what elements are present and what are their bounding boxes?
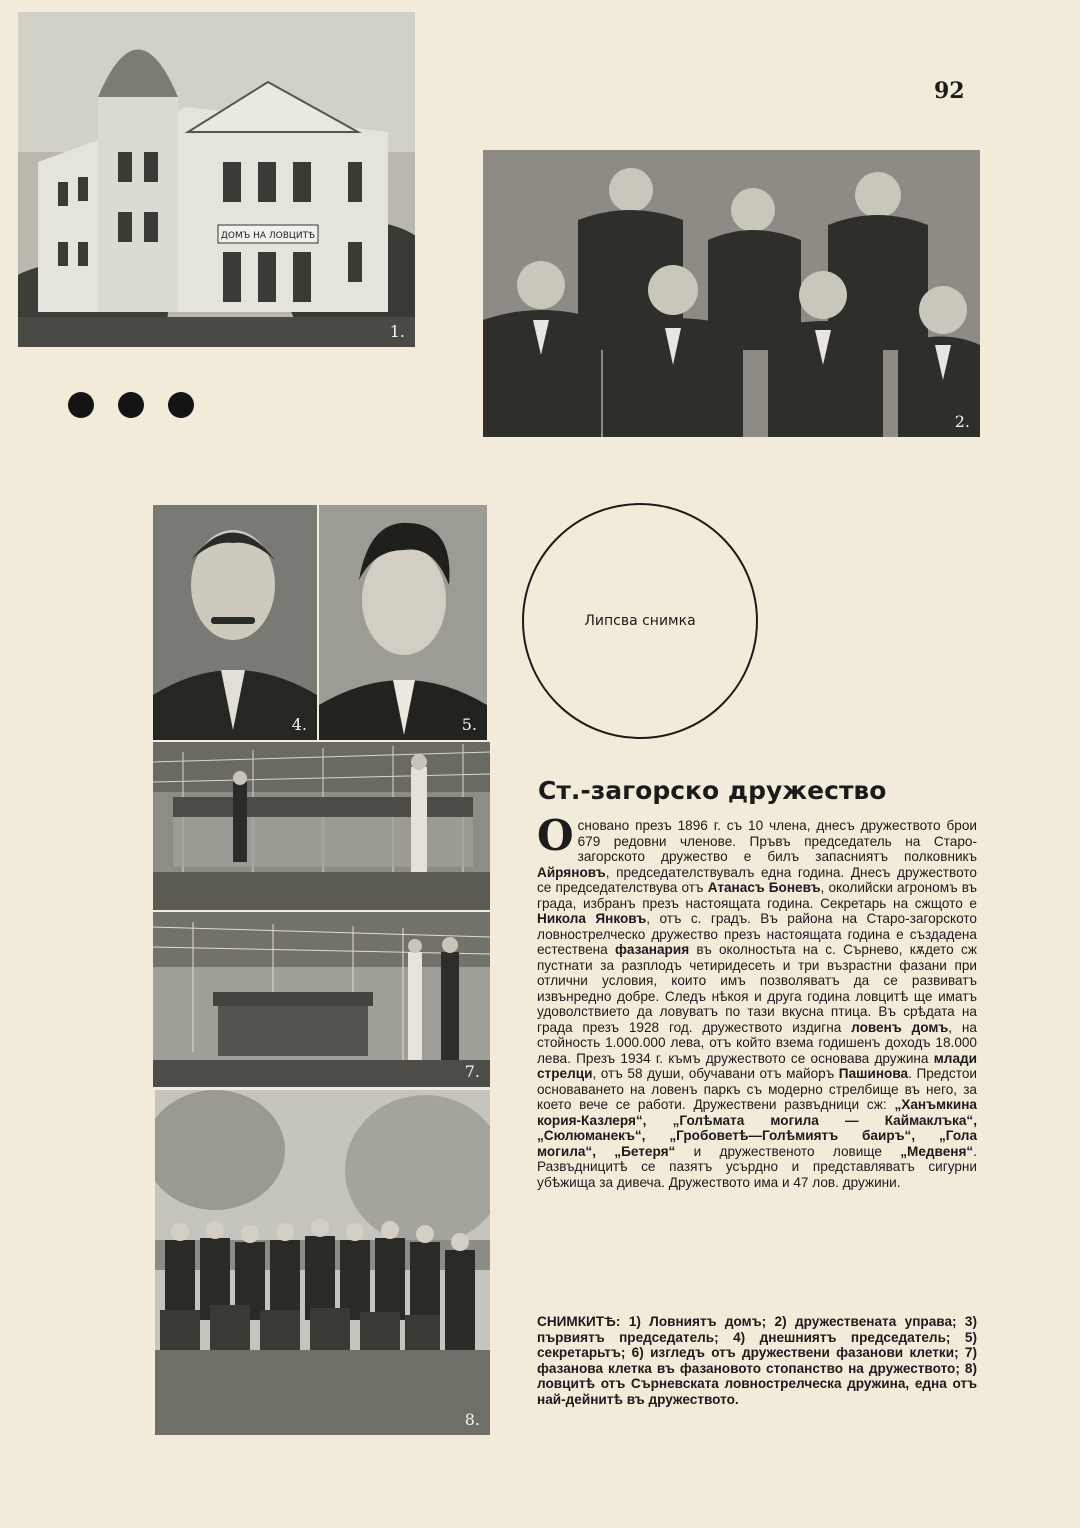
portrait-illustration bbox=[319, 505, 487, 740]
photo-hunters-house bbox=[18, 12, 415, 347]
name-nikola-yankov: Никола Янковъ bbox=[537, 911, 647, 926]
body-text-part: , на стойность 1.000.000 лева, отъ който взема годишенъ доходъ 18.000 лева. Презъ 1934 г. къмъ дружеството се основава дружина bbox=[537, 1019, 977, 1066]
missing-photo-label: Липсва снимка bbox=[584, 613, 696, 629]
article-title: Ст.-загорско дружество bbox=[538, 776, 887, 805]
hunters-group-illustration bbox=[155, 1090, 490, 1435]
term-hunting-house: ловенъ домъ bbox=[851, 1019, 949, 1035]
body-text-part: сновано презъ 1896 г. съ 10 члена, днесъ дружеството брои 679 редовни членове. Пръвъ председатель на Старо-загорското дружество е билъ запасниятъ полковникъ bbox=[577, 818, 977, 864]
body-text-part: , председателствувалъ една година. Днесъ дружеството се председателствува отъ bbox=[537, 864, 977, 895]
photo-hunters-group bbox=[155, 1090, 490, 1435]
page-number: 92 bbox=[934, 78, 965, 104]
decorative-dot bbox=[168, 392, 194, 418]
name-ayryanov: Айряновъ bbox=[537, 864, 606, 880]
article-body bbox=[537, 811, 978, 1300]
photo-pheasant-farm bbox=[153, 912, 490, 1087]
group-portrait-illustration bbox=[483, 150, 980, 437]
body-text-part: . Развъдницитѣ се пазятъ усърдно и представляватъ сигурни убѣжища за дивеча. Дружеството има и 47 лов. дружини. bbox=[537, 1143, 978, 1190]
name-atanas-bonev: Атанасъ Боневъ bbox=[707, 880, 821, 895]
photo-number: 4. bbox=[291, 715, 307, 734]
cages-illustration bbox=[153, 742, 490, 910]
farm-cage-illustration bbox=[153, 912, 490, 1087]
missing-photo-placeholder bbox=[522, 503, 758, 739]
decorative-dot bbox=[118, 392, 144, 418]
drop-cap: О bbox=[537, 811, 574, 860]
photo-captions: СНИМКИТѢ: 1) Ловниятъ домъ; 2) дружествената управа; 3) първиятъ председатель; 4) днешниятъ председатель; 5) секретарьтъ; 6) изгледъ отъ дружествени фазанови клетки; 7) фазанова клетка въ фазановото стопанство на дружеството; 8) ловцитѣ отъ Сърневската ловнострелческа дружина, една отъ най-дейнитѣ въ дружеството. bbox=[537, 1314, 977, 1407]
name-pashinova: Пашинова bbox=[838, 1066, 909, 1081]
building-sign: ДОМЪ НА ЛОВЦИТѢ bbox=[220, 231, 316, 241]
photo-number: 2. bbox=[954, 412, 970, 431]
breeding-grounds-list: „Ханъмкина кория-Казлеря“, „Голѣмата могила — Каймаклъка“, „Сюлюманекъ“, „Гробоветѣ—Голѣмиятъ баиръ“, „Гола могила“, „Бетеря“ bbox=[537, 1097, 977, 1159]
photo-number: 7. bbox=[464, 1062, 480, 1081]
body-text-part: , отъ 58 души, обучавани отъ майоръ bbox=[592, 1066, 839, 1081]
decorative-dot bbox=[68, 392, 94, 418]
body-text-part: въ околностьта на с. Сърнево, кѫдето сж пустнати за разплодъ четиридесеть и три възрастни фазани при отлични условия, които имъ позволяватъ да се развиватъ извънредно добре. Следъ нѣкоя и друга година ловцитѣ ще иматъ удоволствието да ловуватъ по тази вкусна птица. Въ срѣдата на града презъ 1928 год. дружеството издигна bbox=[537, 942, 978, 1035]
photo-number: 8. bbox=[464, 1410, 480, 1429]
photo-pheasant-cages bbox=[153, 742, 490, 910]
term-pheasantry: фазанария bbox=[615, 942, 690, 957]
photo-current-chairman bbox=[153, 505, 317, 740]
portrait-illustration bbox=[153, 505, 317, 740]
body-text-part: , околийски агрономъ въ града, избранъ презъ настоящата година. Секретарь на сжщото е bbox=[537, 880, 977, 911]
photo-society-board bbox=[483, 150, 980, 437]
body-text-part: , отъ с. градъ. Въ района на Старо-загорското ловнострелческо дружество презъ настоящата година е създадена естествена bbox=[537, 911, 977, 957]
term-young-shooters: млади стрелци bbox=[537, 1050, 977, 1081]
building-illustration bbox=[18, 12, 415, 347]
body-text-part: и дружественото ловище bbox=[675, 1143, 901, 1159]
hunting-ground-medvenya: „Медвеня“ bbox=[900, 1143, 974, 1159]
photo-number: 5. bbox=[461, 715, 477, 734]
photo-secretary bbox=[319, 505, 487, 740]
body-text-part: . Предстои основаването на ловенъ паркъ съ модерно стрелбище въ него, за което вече се работи. Дружествени развъдници сж: bbox=[537, 1066, 977, 1112]
photo-number: 1. bbox=[389, 322, 405, 341]
